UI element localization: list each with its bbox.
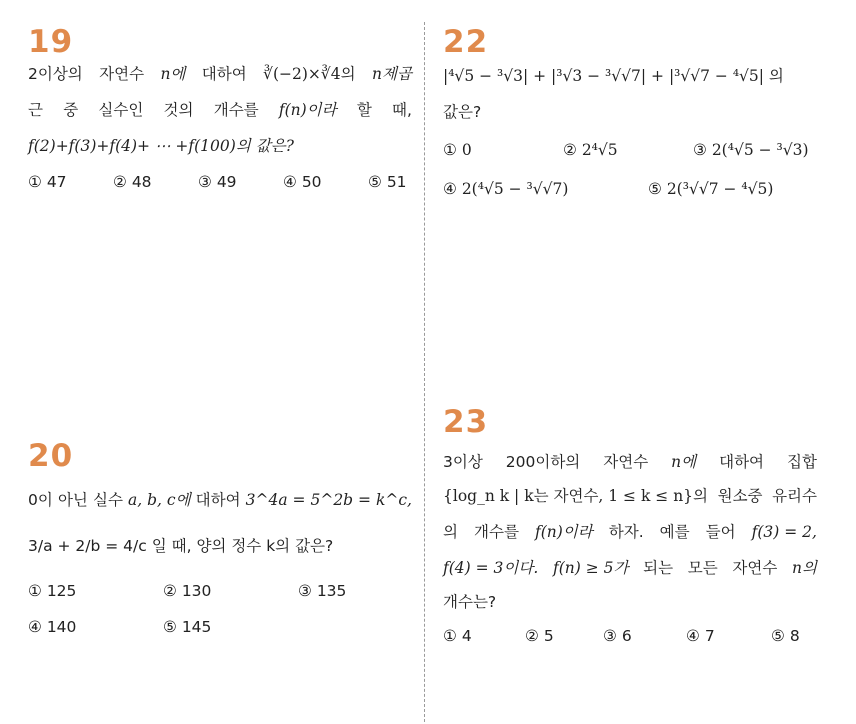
choice-2[interactable]: ② 2⁴√5 [563, 141, 618, 159]
problem-text-line: 값은? [443, 103, 482, 121]
choice-4[interactable]: ④ 2(⁴√5 − ³√√7) [443, 180, 569, 198]
choice-3[interactable]: ③ 135 [298, 582, 347, 600]
choice-5[interactable]: ⑤ 145 [163, 618, 212, 636]
problem-text-line: {log_n k | k는 자연수, 1 ≤ k ≤ n}의 원소중 유리수 [443, 487, 817, 505]
choice-4[interactable]: ④ 140 [28, 618, 77, 636]
choice-5[interactable]: ⑤ 8 [771, 627, 800, 645]
choice-2[interactable]: ② 5 [525, 627, 554, 645]
problem-number: 20 [28, 438, 74, 474]
choice-1[interactable]: ① 125 [28, 582, 77, 600]
problem-22 [443, 24, 823, 204]
choice-3[interactable]: ③ 6 [603, 627, 632, 645]
choice-4[interactable]: ④ 50 [283, 173, 322, 191]
column-divider [424, 22, 425, 722]
problem-text-line: 2이상의 자연수 n에 대하여 ∛(−2)×∛4의 n제곱 [28, 65, 412, 83]
problem-text-line: 3이상 200이하의 자연수 n에 대하여 집합 [443, 453, 817, 471]
problem-20 [28, 438, 414, 638]
problem-number: 22 [443, 24, 489, 60]
problem-text-line: 0이 아닌 실수 a, b, c에 대하여 3^4a = 5^2b = k^c, [28, 491, 412, 509]
problem-number: 19 [28, 24, 74, 60]
choice-5[interactable]: ⑤ 51 [368, 173, 407, 191]
choice-3[interactable]: ③ 2(⁴√5 − ³√3) [693, 141, 809, 159]
problem-text-line: 근 중 실수인 것의 개수를 f(n)이라 할 때, [28, 101, 412, 119]
problem-number: 23 [443, 404, 489, 440]
choice-1[interactable]: ① 47 [28, 173, 67, 191]
choice-3[interactable]: ③ 49 [198, 173, 237, 191]
problem-23 [443, 404, 823, 654]
choice-4[interactable]: ④ 7 [686, 627, 715, 645]
choice-2[interactable]: ② 48 [113, 173, 152, 191]
problem-text-line: |⁴√5 − ³√3| + |³√3 − ³√√7| + |³√√7 − ⁴√5| 의 [443, 67, 784, 85]
choice-2[interactable]: ② 130 [163, 582, 212, 600]
problem-19 [28, 24, 414, 204]
problem-text-line: 개수는? [443, 593, 497, 611]
problem-text-line: f(4) = 3이다. f(n) ≥ 5가 되는 모든 자연수 n의 [443, 559, 817, 577]
choice-5[interactable]: ⑤ 2(³√√7 − ⁴√5) [648, 180, 774, 198]
choice-1[interactable]: ① 0 [443, 141, 472, 159]
choice-1[interactable]: ① 4 [443, 627, 472, 645]
problem-text-line: 의 개수를 f(n)이라 하자. 예를 들어 f(3) = 2, [443, 523, 817, 541]
problem-text-line: f(2)+f(3)+f(4)+ ⋯ +f(100)의 값은? [28, 137, 294, 155]
problem-text-line: 3/a + 2/b = 4/c 일 때, 양의 정수 k의 값은? [28, 537, 334, 555]
